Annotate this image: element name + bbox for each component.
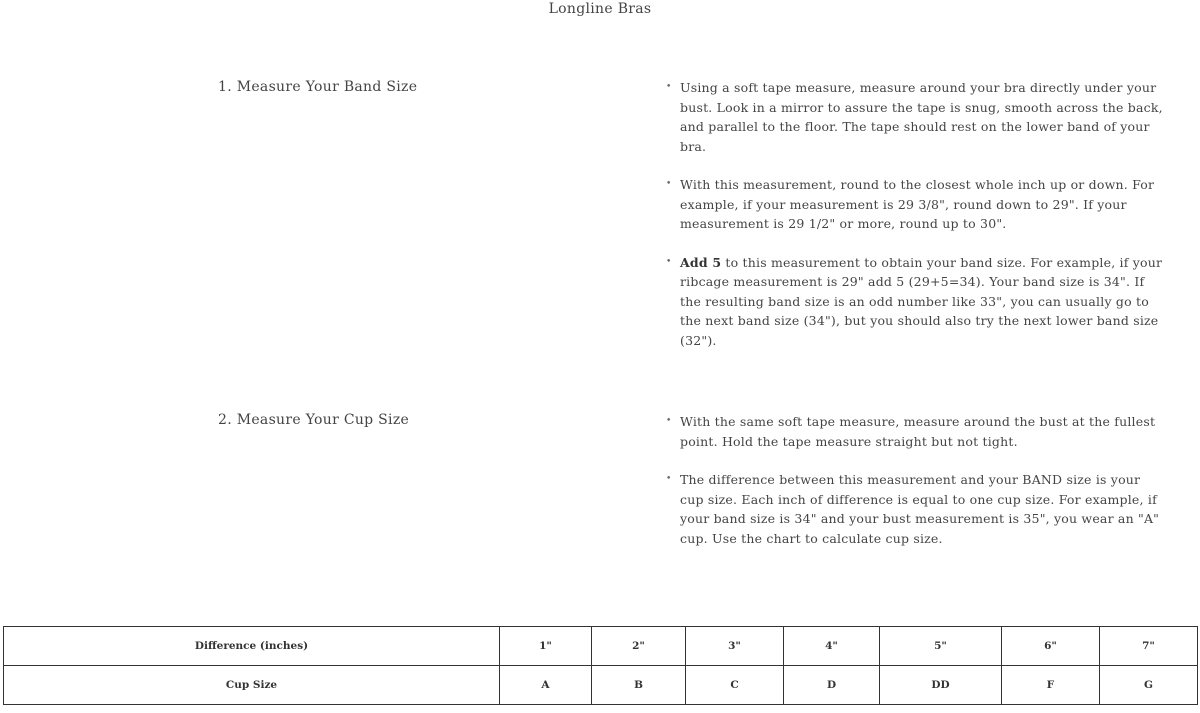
page-title: Longline Bras (548, 1, 652, 17)
table-cell: D (784, 666, 880, 705)
band-size-instructions (666, 78, 1166, 369)
bullet-icon: • (666, 256, 672, 267)
bullet-icon: • (666, 474, 672, 484)
table-cell: B (592, 666, 686, 705)
table-cell: 3" (686, 627, 784, 666)
band-size-bullet-3: • Add 5 to this measurement to obtain your band size. For example, if your ribcage measurement is 29" add 5 (29+5=34). Your band size is 34". If the resulting band size is an odd number like 33", you can usually go to the next band size (34"), but you should also try the next lower band size (32"). (666, 254, 1163, 348)
table-row-difference (4, 627, 1198, 666)
add-five-emphasis: Add 5 (680, 254, 722, 270)
row-header-cup-size: Cup Size (4, 666, 500, 705)
bullet-icon: • (666, 82, 672, 92)
table-cell: 7" (1100, 627, 1198, 666)
table-cell: C (686, 666, 784, 705)
table-cell: 4" (784, 627, 880, 666)
band-size-heading: 1. Measure Your Band Size (218, 79, 418, 95)
table-row-cup-size (4, 666, 1198, 705)
cup-size-heading: 2. Measure Your Cup Size (218, 412, 410, 428)
band-size-bullet-1: • Using a soft tape measure, measure around your bra directly under your bust. Look in a mirror to assure the tape is snug, smooth across the back, and parallel to the floor. The tape should rest on the lower band of your bra. (666, 80, 1163, 154)
table-cell: DD (880, 666, 1002, 705)
table-cell: 5" (880, 627, 1002, 666)
table-cell: A (500, 666, 592, 705)
bullet-icon: • (666, 416, 672, 426)
band-size-bullet-2: • With this measurement, round to the closest whole inch up or down. For example, if your measurement is 29 3/8", round down to 29". If your measurement is 29 1/2" or more, round up to 30". (666, 177, 1155, 231)
row-header-difference: Difference (inches) (4, 627, 500, 666)
cup-size-chart (3, 626, 1198, 705)
table-cell: 6" (1002, 627, 1100, 666)
bullet-icon: • (666, 179, 672, 189)
cup-size-bullet-1: • With the same soft tape measure, measure around the bust at the fullest point. Hold the tape measure straight but not tight. (666, 414, 1156, 449)
table-cell: G (1100, 666, 1198, 705)
table-cell: F (1002, 666, 1100, 705)
table-cell: 2" (592, 627, 686, 666)
table-cell: 1" (500, 627, 592, 666)
cup-size-instructions (666, 412, 1166, 567)
cup-size-bullet-2: • The difference between this measurement and your BAND size is your cup size. Each inch of difference is equal to one cup size. For example, if your band size is 34" and your bust measurement is 35", you wear an "A" cup. Use the chart to calculate cup size. (666, 472, 1160, 546)
